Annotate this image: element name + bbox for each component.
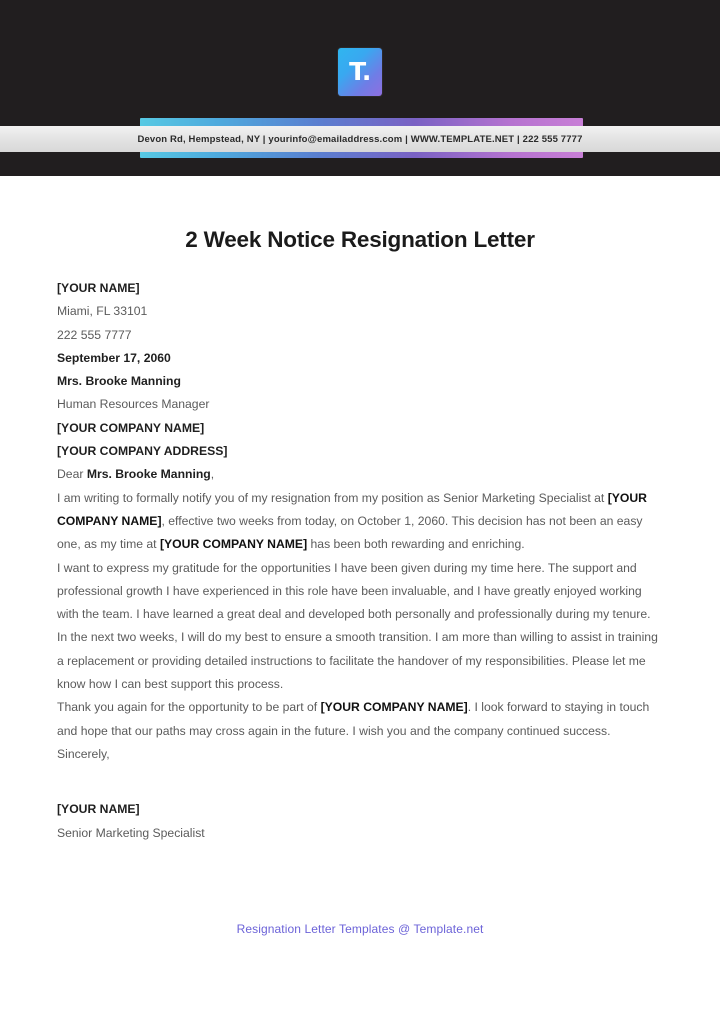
footer [0, 920, 720, 938]
paragraph-1 [57, 487, 663, 557]
signature-space [57, 766, 663, 798]
signature-role: Senior Marketing Specialist [57, 825, 205, 840]
paragraph-3: In the next two weeks, I will do my best to ensure a smooth transition. I am more than willing to assist in training a replacement or providing detailed instructions to facilitate the handover of my responsibilities. Please let me know how I can best support this process. [57, 630, 658, 692]
contact-info-strip [0, 126, 720, 152]
logo-mark-text: T. [349, 56, 371, 86]
salutation-suffix: , [210, 467, 215, 482]
recipient-job-title: Human Resources Manager [57, 397, 210, 412]
paragraph-1-company-1: [YOUR COMPANY NAME] [57, 490, 647, 528]
paragraph-2: I want to express my gratitude for the opportunities I have been given during my time here. The support and professional growth I have experienced in this role have been invaluable, and I have greatly enjoyed working with the team. I have learned a great deal and developed both personally and professionally during my tenure. [57, 560, 651, 622]
paragraph-1-part-1: I am writing to formally notify you of my resignation from my position as Senior Marketing Specialist at [57, 490, 608, 505]
logo-container [0, 48, 720, 96]
page-title: 2 Week Notice Resignation Letter [185, 227, 535, 252]
recipient-company-name: [YOUR COMPANY NAME] [57, 420, 205, 435]
salutation [57, 463, 663, 486]
sender-city-state-zip: Miami, FL 33101 [57, 304, 148, 319]
contact-info-text: Devon Rd, Hempstead, NY | yourinfo@emailaddress.com | WWW.TEMPLATE.NET | 222 555 7777 [137, 133, 583, 145]
salutation-name: Mrs. Brooke Manning [86, 467, 211, 482]
recipient-company-address: [YOUR COMPANY ADDRESS] [57, 444, 228, 459]
signature-name: [YOUR NAME] [57, 802, 140, 817]
paragraph-4-part-2: . I look forward to staying in touch and hope that our paths may cross again in the future. I wish you and the company continued success. [57, 700, 650, 738]
salutation-prefix: Dear [57, 467, 87, 482]
paragraph-4 [57, 696, 663, 743]
paragraph-1-company-2: [YOUR COMPANY NAME] [159, 537, 308, 552]
template-net-footer-link[interactable]: Resignation Letter Templates @ Template.net [236, 922, 484, 936]
recipient-name: Mrs. Brooke Manning [57, 374, 181, 389]
paragraph-4-company-1: [YOUR COMPANY NAME] [320, 700, 468, 715]
closing-line: Sincerely, [57, 746, 110, 761]
paragraph-1-part-3: has been both rewarding and enriching. [307, 537, 525, 552]
letter-date: September 17, 2060 [57, 350, 171, 365]
paragraph-1-part-2: , effective two weeks from today, on October 1, 2060. This decision has not been an easy one, as my time at [57, 513, 643, 552]
template-net-logo-icon [338, 48, 382, 96]
letter-body [57, 226, 663, 845]
paragraph-4-part-1: Thank you again for the opportunity to be part of [57, 700, 321, 715]
sender-name: [YOUR NAME] [57, 281, 140, 295]
sender-phone: 222 555 7777 [57, 327, 132, 342]
